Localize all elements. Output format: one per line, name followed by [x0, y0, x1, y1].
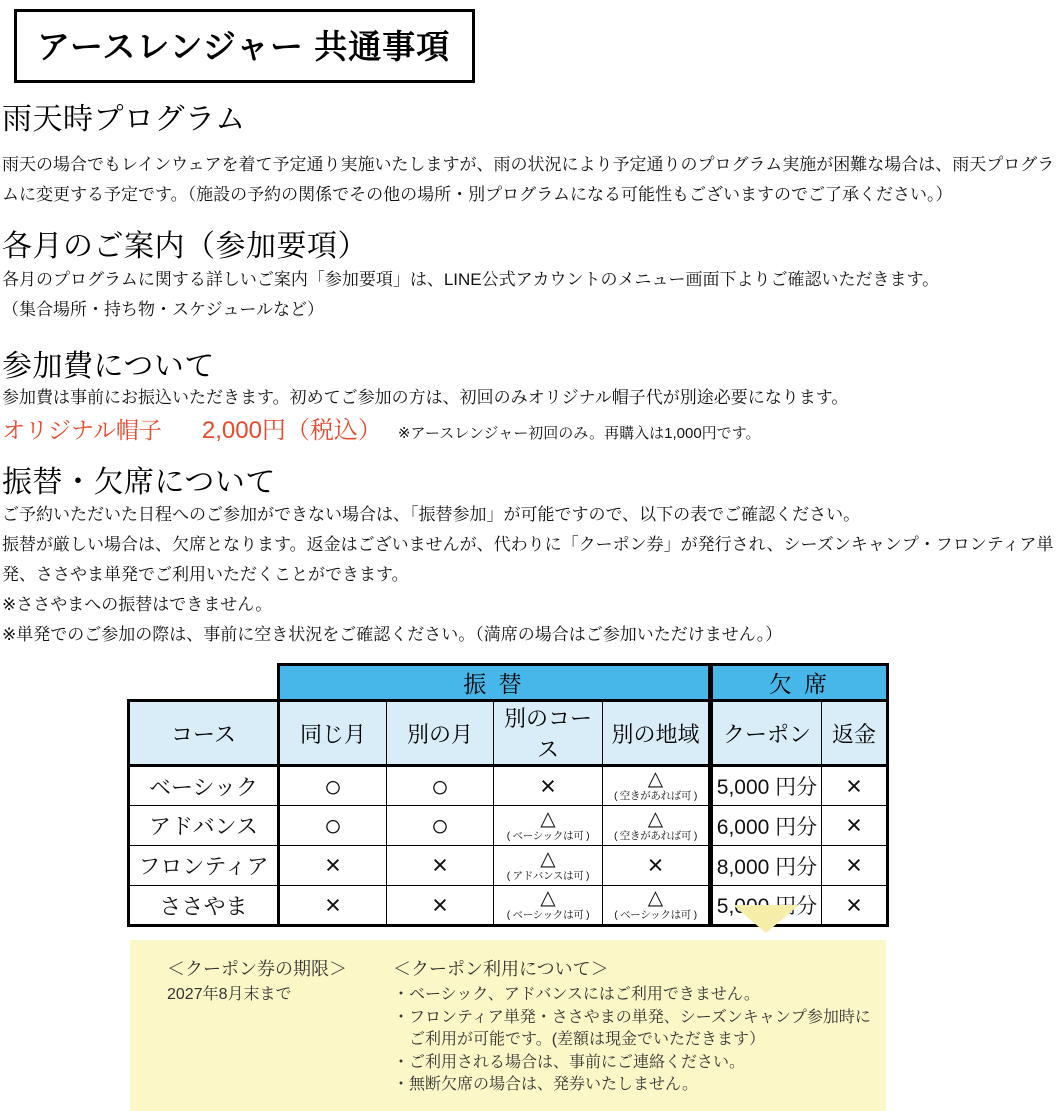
col-header-coupon: クーポン [711, 701, 822, 766]
col-header-other-area: 別の地域 [603, 701, 711, 766]
cell-note: ( アドバンスは可 ) [506, 869, 590, 882]
col-header-course: コース [129, 701, 279, 766]
coupon-usage-item: ・ベーシック、アドバンスにはご利用できません。 [393, 986, 760, 1003]
mark-cell [822, 806, 888, 846]
hat-price-value: 2,000円（税込） [201, 417, 382, 444]
paragraph-transfer-line2: 振替が厳しい場合は、欠席となります。返金はございませんが、代わりに「クーポン券」が発行され、シーズンキャンプ・フロンティア単発、ささやま単発でご利用いただくことができます。 [2, 535, 1054, 584]
cell-note: ( 空きがあれば可 ) [613, 829, 698, 842]
col-header-same-month: 同じ月 [279, 701, 387, 766]
cross-mark: × [647, 850, 664, 880]
triangle-mark: △ [647, 768, 664, 791]
coupon-info-box [130, 940, 886, 1111]
hat-price-note: ※アースレンジャー初回のみ。再購入は1,000円です。 [397, 425, 761, 442]
paragraph-fee: 参加費は事前にお振込いただきます。初めてご参加の方は、初回のみオリジナル帽子代が別途必要になります。 [2, 388, 849, 407]
cross-mark: × [432, 850, 448, 880]
transfer-table [127, 663, 889, 927]
coupon-usage-item: ご利用が可能です。(差額は現金でいただきます） [393, 1031, 766, 1048]
mark-cell [494, 766, 603, 806]
down-arrow-icon [733, 905, 799, 933]
mark-cell [822, 886, 888, 926]
triangle-mark: △ [540, 807, 556, 830]
section-heading-monthly: 各月のご案内（参加要項） [2, 230, 368, 263]
mark-cell [387, 766, 494, 806]
paragraph-transfer-line3: ※ささやまへの振替はできません。 [2, 595, 273, 614]
circle-mark: ○ [430, 768, 450, 804]
circle-mark: ○ [430, 808, 450, 843]
mark-cell [603, 806, 711, 846]
mark-cell [279, 886, 387, 926]
mark-cell [279, 766, 387, 806]
table-row-advance [129, 806, 888, 846]
col-header-other-month: 別の月 [387, 701, 494, 766]
coupon-expiry-value: 2027年8月末まで [167, 986, 292, 1003]
mark-cell [822, 846, 888, 886]
circle-mark: ○ [323, 808, 343, 843]
mark-cell [279, 846, 387, 886]
coupon-amount-cell: 6,000 円分 [711, 806, 822, 846]
title-box [14, 9, 475, 83]
mark-cell [494, 886, 603, 926]
paragraph-monthly [2, 265, 1061, 325]
cell-note: ( ベーシックは可 ) [614, 909, 697, 922]
course-cell: ささやま [129, 886, 279, 926]
cross-mark: × [325, 850, 341, 880]
mark-cell [494, 806, 603, 846]
paragraph-transfer [2, 500, 1061, 650]
paragraph-monthly-line2: （集合場所・持ち物・スケジュールなど） [2, 300, 324, 319]
cross-mark: × [846, 850, 862, 880]
coupon-amount-cell: 8,000 円分 [711, 846, 822, 886]
section-heading-rain: 雨天時プログラム [2, 103, 246, 136]
coupon-expiry-heading: ＜クーポン券の期限＞ [167, 959, 347, 979]
paragraph-transfer-line1: ご予約いただいた日程へのご参加ができない場合は、「振替参加」が可能ですので、以下の表でご確認ください。 [2, 505, 861, 524]
cell-note: ( 空きがあれば可 ) [613, 790, 698, 803]
triangle-mark: △ [540, 847, 556, 870]
circle-mark: ○ [323, 768, 343, 804]
triangle-mark: △ [647, 887, 664, 910]
hat-price-label: オリジナル帽子 [2, 417, 162, 443]
coupon-usage-item: ・ご利用される場合は、事前にご連絡ください。 [393, 1053, 746, 1071]
mark-cell [279, 806, 387, 846]
table-group-header-row [129, 665, 888, 701]
table-empty-corner [129, 665, 279, 701]
section-heading-fee: 参加費について [2, 350, 215, 383]
table-row-basic [129, 766, 888, 806]
col-header-refund: 返金 [822, 701, 888, 766]
coupon-usage-column [393, 957, 886, 1111]
paragraph-monthly-line1: 各月のプログラムに関する詳しいご案内「参加要項」は、LINE公式アカウントのメニュー画面下よりご確認いただきます。 [2, 270, 940, 289]
coupon-usage-heading: ＜クーポン利用について＞ [393, 959, 609, 979]
cross-mark: × [540, 770, 556, 801]
coupon-expiry-column [167, 957, 393, 1111]
mark-cell [387, 806, 494, 846]
mark-cell [494, 846, 603, 886]
triangle-mark: △ [647, 807, 664, 830]
paragraph-transfer-line4: ※単発でのご参加の際は、事前に空き状況をご確認ください。（満席の場合はご参加いただけません。） [2, 625, 783, 644]
section-heading-transfer: 振替・欠席について [2, 466, 276, 499]
hat-price-line [2, 410, 760, 445]
cross-mark: × [325, 889, 341, 920]
table-column-header-row [129, 701, 888, 766]
coupon-usage-item: ・無断欠席の場合は、発券いたしません。 [393, 1076, 698, 1093]
coupon-usage-item: ・フロンティア単発・ささやまの単発、シーズンキャンプ参加時に [393, 1008, 871, 1026]
cell-note: ( ベーシックは可 ) [506, 829, 590, 842]
mark-cell [603, 766, 711, 806]
course-cell: ベーシック [129, 766, 279, 806]
mark-cell [603, 846, 711, 886]
mark-cell [822, 766, 888, 806]
course-cell: フロンティア [129, 846, 279, 886]
mark-cell [387, 846, 494, 886]
triangle-mark: △ [540, 887, 556, 910]
coupon-amount-cell: 5,000 円分 [711, 766, 822, 806]
cell-note: ( ベーシックは可 ) [506, 909, 590, 922]
mark-cell [387, 886, 494, 926]
col-header-other-course: 別のコース [494, 701, 603, 766]
course-cell: アドバンス [129, 806, 279, 846]
cross-mark: × [846, 810, 862, 840]
cross-mark: × [846, 770, 862, 801]
mark-cell [603, 886, 711, 926]
paragraph-rain: 雨天の場合でもレインウェアを着て予定通り実施いたしますが、雨の状況により予定通りのプログラム実施が困難な場合は、雨天プログラムに変更する予定です。（施設の予約の関係でその他の場所・別プログラムになる可能性もございますのでご了承ください。） [2, 155, 1055, 204]
cross-mark: × [432, 889, 448, 920]
cross-mark: × [846, 889, 862, 920]
group-header-kesseki: 欠 席 [711, 665, 888, 701]
coupon-amount-cell: 5,000 円分 [711, 886, 822, 926]
group-header-furikae: 振 替 [279, 665, 711, 701]
table-row-frontier [129, 846, 888, 886]
page-title: アースレンジャー 共通事項 [37, 28, 451, 65]
